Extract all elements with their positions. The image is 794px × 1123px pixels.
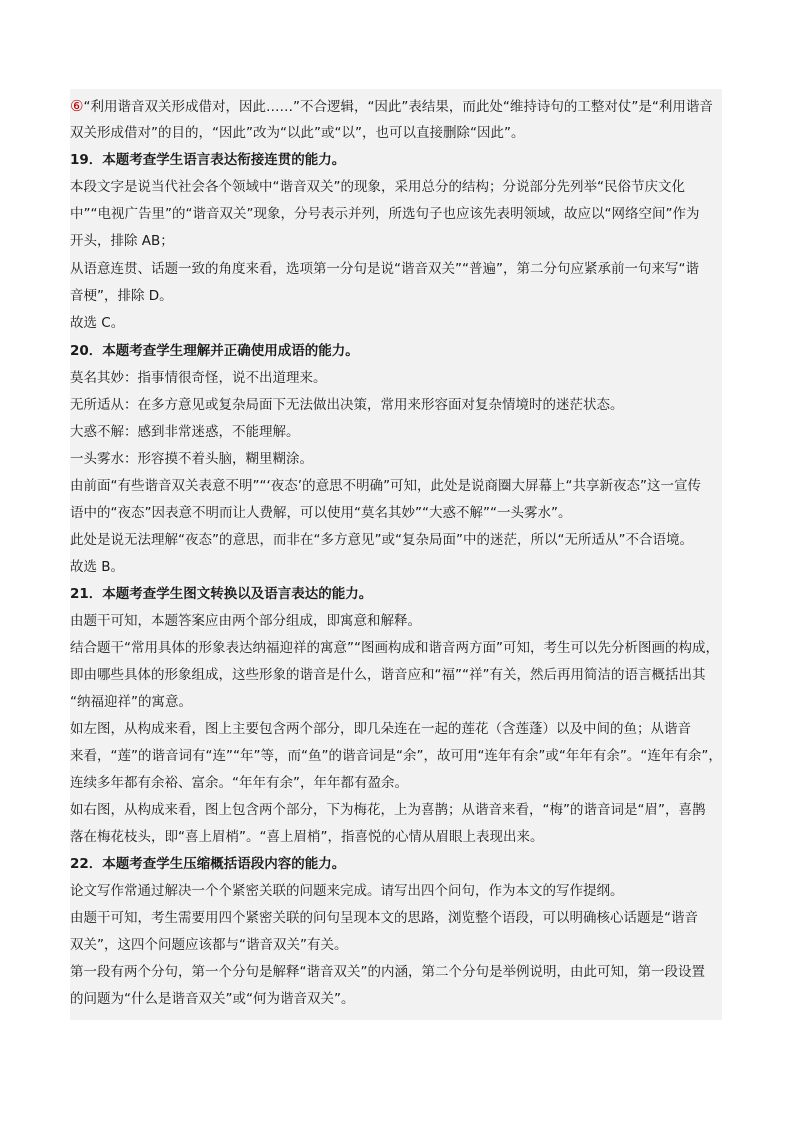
text-line: 开头，排除 AB； [70,233,174,249]
text-line: 此处是说无法理解“夜态”的意思，而非在“多方意见”或“复杂局面”中的迷茫，所以“无所适从”不合语境。 [70,532,693,548]
question-heading-22: 22．本题考查学生压缩概括语段内容的能力。 [70,856,346,872]
text-line: 如左图，从构成来看，图上主要包含两个部分，即几朵连在一起的莲花（含莲蓬）以及中间的鱼；从谐音 [70,721,691,737]
text-line: 来看，“莲”的谐音词有“连”“年”等，而“鱼”的谐音词是“余”，故可用“连年有余”或“年年有余”。“连年有余”， [70,748,722,764]
question-heading-19: 19．本题考查学生语言表达衔接连贯的能力。 [70,152,346,168]
answer-explanation-block [70,89,722,1020]
text-line: 由前面“有些谐音双关表意不明”“‘夜态’的意思不明确”可知，此处是说商圈大屏幕上“共享新夜态”这一宣传 [70,478,702,494]
text-line: ⑥“利用谐音双关形成借对，因此……”不合逻辑，“因此”表结果，而此处“维持诗句的工整对仗”是“利用谐音 [70,97,713,115]
text-line: 无所适从：在多方意见或复杂局面下无法做出决策，常用来形容面对复杂情境时的迷茫状态。 [70,397,624,413]
text-line: 莫名其妙：指事情很奇怪，说不出道理来。 [70,370,327,386]
text-line: 音梗”，排除 D。 [70,288,173,304]
text-line: 由题干可知，考生需要用四个紧密关联的问句呈现本文的思路，浏览整个语段，可以明确核心话题是“谐音 [70,910,698,926]
circled-number-marker: ⑥ [70,97,84,115]
text-line: 第一段有两个分句，第一个分句是解释“谐音双关”的内涵，第二个分句是举例说明，由此可知，第一段设置 [70,964,705,980]
question-heading-21: 21．本题考查学生图文转换以及语言表达的能力。 [70,586,373,602]
text-line: 中”“电视广告里”的“谐音双关”现象，分号表示并列，所选句子也应该先表明领域，故应以“网络空间”作为 [70,206,700,222]
text-line: 落在梅花枝头，即“喜上眉梢”。“喜上眉梢”，指喜悦的心情从眉眼上表现出来。 [70,829,544,845]
text-line: 从语意连贯、话题一致的角度来看，选项第一分句是说“谐音双关”“普遍”，第二分句应紧承前一句来写“谐 [70,261,699,277]
text-line: 结合题干“常用具体的形象表达纳福迎祥的寓意”“图画构成和谐音两方面”可知，考生可以先分析图画的构成， [70,640,719,656]
text-line: 双关”，这四个问题应该都与“谐音双关”有关。 [70,937,348,953]
question-heading-20: 20．本题考查学生理解并正确使用成语的能力。 [70,343,359,359]
text-line: 语中的“夜态”因表意不明而让人费解，可以使用“莫名其妙”“大惑不解”“一头雾水”。 [70,505,572,521]
text-line: 即由哪些具体的形象组成，这些形象的谐音是什么，谐音应和“福”“祥”有关，然后再用简洁的语言概括出其 [70,667,706,683]
text-line: 一头雾水：形容摸不着头脑，糊里糊涂。 [70,451,313,467]
text-line: 由题干可知，本题答案应由两个部分组成，即寓意和解释。 [70,613,421,629]
text-line: “纳福迎祥”的寓意。 [70,694,192,710]
text-line: 本段文字是说当代社会各个领域中“谐音双关”的现象，采用总分的结构；分说部分先列举“民俗节庆文化 [70,179,685,195]
text-line: 的问题为“什么是谐音双关”或“何为谐音双关”。 [70,991,355,1007]
answer-line: 故选 C。 [70,315,125,331]
text-line: 论文写作常通过解决一个个紧密关联的问题来完成。请写出四个问句，作为本文的写作提纲。 [70,883,624,899]
text-line: 双关形成借对”的目的，“因此”改为“以此”或“以”，也可以直接删除“因此”。 [70,125,525,141]
text-line: 大惑不解：感到非常迷惑，不能理解。 [70,424,300,440]
text-line: 连续多年都有余裕、富余。“年年有余”，年年都有盈余。 [70,775,408,791]
text-line: 如右图，从构成来看，图上包含两个部分，下为梅花，上为喜鹊；从谐音来看，“梅”的谐音词是“眉”，喜鹊 [70,802,706,818]
answer-line: 故选 B。 [70,559,125,575]
